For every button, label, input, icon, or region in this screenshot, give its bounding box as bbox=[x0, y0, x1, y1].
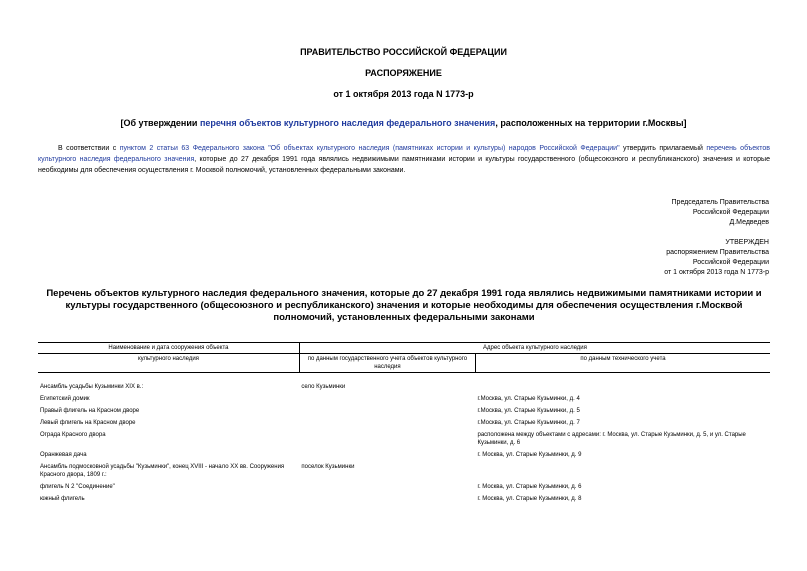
row-state bbox=[299, 493, 475, 505]
row-tech: г.Москва, ул. Старые Кузьминки, д. 7 bbox=[477, 420, 580, 426]
table-row bbox=[38, 381, 770, 393]
row-state: село Кузьминки bbox=[301, 384, 346, 390]
row-tech bbox=[475, 381, 770, 393]
header-name-sub: культурного наследия bbox=[38, 354, 299, 373]
approval-line-4: от 1 октября 2013 года N 1773-р bbox=[664, 269, 769, 276]
intro-text-2: утвердить прилагаемый bbox=[619, 145, 707, 152]
approval-line-3: Российской Федерации bbox=[692, 259, 769, 266]
approval-block bbox=[664, 238, 769, 278]
approval-line-1: УТВЕРЖДЕН bbox=[725, 239, 769, 246]
row-name: Левый флигель на Красном дворе bbox=[40, 420, 136, 426]
signature-line-3: Д.Медведев bbox=[729, 219, 769, 226]
list-title: Перечень объектов культурного наследия федерального значения, которые до 27 декабря 1991 года являлись недвижимыми памятниками истории и культуры государственного (общесоюзного и республиканского) значения и которые необходимы для обеспечения осуществления г.Москвой полномочий, установленных федеральными законами bbox=[46, 288, 762, 323]
table-row bbox=[38, 429, 770, 449]
document-date-number: от 1 октября 2013 года N 1773-р bbox=[333, 89, 474, 99]
row-name: флигель N 2 "Соединение" bbox=[40, 484, 115, 490]
objects-table bbox=[38, 342, 770, 505]
document-type: РАСПОРЯЖЕНИЕ bbox=[365, 68, 442, 78]
row-name: южный флигель bbox=[40, 496, 85, 502]
row-name: Ансамбль подмосковной усадьбы "Кузьминки", конец XVIII - начало XX вв. Сооружения Красного двора, 1809 г.: bbox=[40, 464, 285, 478]
table-row bbox=[38, 461, 770, 481]
table-row bbox=[38, 405, 770, 417]
row-name: Оранжевая дача bbox=[40, 452, 87, 458]
header-name: Наименование и дата сооружения объекта bbox=[38, 343, 299, 354]
row-tech: г. Москва, ул. Старые Кузьминки, д. 6 bbox=[477, 484, 582, 490]
table-row bbox=[38, 449, 770, 461]
title-link[interactable]: перечня объектов культурного наследия федерального значения bbox=[199, 118, 496, 128]
row-state bbox=[299, 481, 475, 493]
row-name: Египетский домик bbox=[40, 396, 90, 402]
row-tech: г.Москва, ул. Старые Кузьминки, д. 4 bbox=[477, 396, 580, 402]
row-tech bbox=[475, 461, 770, 481]
government-heading: ПРАВИТЕЛЬСТВО РОССИЙСКОЙ ФЕДЕРАЦИИ bbox=[300, 47, 507, 57]
row-state: поселок Кузьминки bbox=[301, 464, 355, 470]
signature-block bbox=[672, 198, 769, 228]
row-tech: г.Москва, ул. Старые Кузьминки, д. 5 bbox=[477, 408, 580, 414]
approval-line-2: распоряжением Правительства bbox=[666, 249, 769, 256]
intro-text-1: В соответствии с bbox=[58, 145, 120, 152]
intro-law-link[interactable]: пунктом 2 статьи 63 Федерального закона "Об объектах культурного наследия (памятниках истории и культуры) народов Российской Федерации" bbox=[119, 145, 620, 152]
header-state-record: по данным государственного учета объектов культурного наследия bbox=[299, 354, 475, 373]
intro-paragraph bbox=[38, 143, 770, 176]
table-row bbox=[38, 493, 770, 505]
title-close-text: , расположенных на территории г.Москвы] bbox=[495, 118, 687, 128]
table-row bbox=[38, 481, 770, 493]
row-state bbox=[299, 393, 475, 405]
row-name: Правый флигель на Красном дворе bbox=[40, 408, 140, 414]
table-spacer bbox=[38, 373, 770, 382]
row-state bbox=[299, 429, 475, 449]
signature-line-2: Российской Федерации bbox=[692, 209, 769, 216]
row-name: Ограда Красного двора bbox=[40, 432, 106, 438]
row-tech: г. Москва, ул. Старые Кузьминки, д. 8 bbox=[477, 496, 582, 502]
document-title bbox=[0, 118, 807, 128]
signature-line-1: Председатель Правительства bbox=[671, 199, 769, 206]
row-state bbox=[299, 405, 475, 417]
title-open-text: [Об утверждении bbox=[120, 118, 200, 128]
row-state bbox=[299, 449, 475, 461]
header-address: Адрес объекта культурного наследия bbox=[299, 343, 770, 354]
row-tech: расположена между объектами с адресами: г. Москва, ул. Старые Кузьминки, д. 5, и ул. Старые Кузьминки, д. 6 bbox=[477, 432, 746, 446]
row-name: Ансамбль усадьбы Кузьминки XIX в.: bbox=[40, 384, 144, 390]
header-tech-record: по данным технического учета bbox=[475, 354, 770, 373]
row-tech: г. Москва, ул. Старые Кузьминки, д. 9 bbox=[477, 452, 582, 458]
intro-list-link[interactable]: перечень объектов культурного наследия федерального значения bbox=[38, 145, 770, 163]
table-row bbox=[38, 393, 770, 405]
intro-text-3: , которые до 27 декабря 1991 года являлись недвижимыми памятниками истории и культуры государственного (общесоюзного и республиканского) значения и которые необходимы для обеспечения осуществления г. Москвой полномочий, установленных федеральными законами. bbox=[38, 156, 770, 174]
table-row bbox=[38, 417, 770, 429]
row-state bbox=[299, 417, 475, 429]
